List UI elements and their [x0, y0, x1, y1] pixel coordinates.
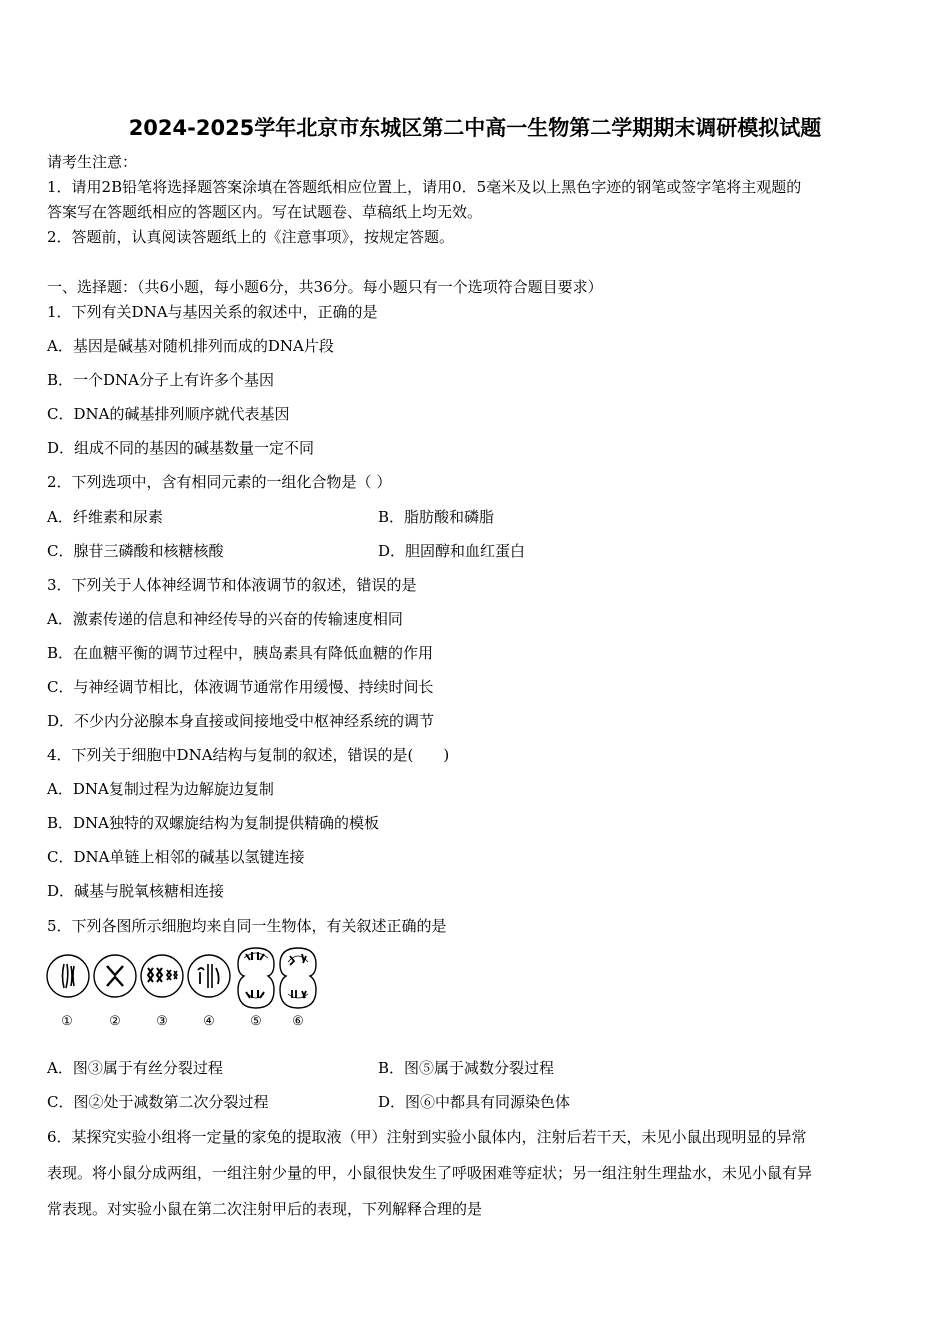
cell-6-drawing: [280, 948, 316, 1008]
q3-option-d: D．不少内分泌腺本身直接或间接地受中枢神经系统的调节: [47, 712, 435, 730]
q3-option-c: C．与神经调节相比，体液调节通常作用缓慢、持续时间长: [47, 678, 434, 696]
notice-heading: 请考生注意：: [47, 153, 138, 171]
q6-stem-line-2: 表现。将小鼠分成两组，一组注射少量的甲，小鼠很快发生了呼吸困难等症状；另一组注射生理盐水，未见小鼠有异: [47, 1164, 813, 1182]
figure-label-4: ④: [203, 1014, 215, 1029]
q1-option-c: C．DNA的碱基排列顺序就代表基因: [47, 405, 290, 423]
q4-option-b: B．DNA独特的双螺旋结构为复制提供精确的模板: [47, 814, 380, 832]
q5-option-a: A．图③属于有丝分裂过程: [47, 1059, 223, 1077]
q4-option-c: C．DNA单链上相邻的碱基以氢键连接: [47, 848, 305, 866]
q4-option-a: A．DNA复制过程为边解旋边复制: [47, 780, 274, 798]
figure-label-1: ①: [61, 1014, 73, 1029]
cell-5-drawing: [238, 948, 274, 1008]
figure-label-2: ②: [109, 1014, 121, 1029]
q5-option-d: D．图⑥中都具有同源染色体: [378, 1093, 571, 1111]
q2-option-c: C．腺苷三磷酸和核糖核酸: [47, 542, 224, 560]
q5-option-c: C．图②处于减数第二次分裂过程: [47, 1093, 269, 1111]
notice-line-2: 答案写在答题纸相应的答题区内。写在试题卷、草稿纸上均无效。: [47, 203, 483, 221]
cell-1-drawing: [47, 955, 89, 997]
q2-stem: 2．下列选项中，含有相同元素的一组化合物是（ ）: [47, 473, 392, 491]
q6-stem-line-3: 常表现。对实验小鼠在第二次注射甲后的表现，下列解释合理的是: [47, 1200, 483, 1218]
q1-option-a: A．基因是碱基对随机排列而成的DNA片段: [47, 337, 334, 355]
q1-option-d: D．组成不同的基因的碱基数量一定不同: [47, 439, 315, 457]
q4-stem: 4．下列关于细胞中DNA结构与复制的叙述，错误的是( ): [47, 746, 450, 764]
q3-option-b: B．在血糖平衡的调节过程中，胰岛素具有降低血糖的作用: [47, 644, 434, 662]
q4-option-d: D．碱基与脱氧核糖相连接: [47, 882, 225, 900]
cell-4-drawing: [188, 955, 230, 997]
cell-2-drawing: [94, 955, 136, 997]
figure-label-5: ⑤: [250, 1014, 262, 1029]
q1-stem: 1．下列有关DNA与基因关系的叙述中，正确的是: [47, 303, 378, 321]
figure-label-6: ⑥: [292, 1014, 304, 1029]
q1-option-b: B．一个DNA分子上有许多个基因: [47, 371, 275, 389]
q2-option-b: B．脂肪酸和磷脂: [378, 508, 495, 526]
figure-label-3: ③: [156, 1014, 168, 1029]
notice-line-3: 2．答题前，认真阅读答题纸上的《注意事项》，按规定答题。: [47, 228, 455, 246]
cell-3-drawing: [141, 955, 183, 997]
notice-line-1: 1．请用2B铅笔将选择题答案涂填在答题纸相应位置上，请用0．5毫米及以上黑色字迹的钢笔或签字笔将主观题的: [47, 178, 802, 196]
page-title: 2024-2025学年北京市东城区第二中高一生物第二学期期末调研模拟试题: [128, 116, 822, 140]
q2-option-a: A．纤维素和尿素: [47, 508, 163, 526]
q2-option-d: D．胆固醇和血红蛋白: [378, 542, 526, 560]
q3-stem: 3．下列关于人体神经调节和体液调节的叙述，错误的是: [47, 576, 417, 594]
q6-stem-line-1: 6．某探究实验小组将一定量的家兔的提取液（甲）注射到实验小鼠体内，注射后若干天，未见小鼠出现明显的异常: [47, 1128, 807, 1146]
q3-option-a: A．激素传递的信息和神经传导的兴奋的传输速度相同: [47, 610, 403, 628]
q5-option-b: B．图⑤属于减数分裂过程: [378, 1059, 555, 1077]
section-heading: 一、选择题：（共6小题，每小题6分，共36分。每小题只有一个选项符合题目要求）: [47, 278, 603, 296]
q5-stem: 5．下列各图所示细胞均来自同一生物体，有关叙述正确的是: [47, 917, 447, 935]
